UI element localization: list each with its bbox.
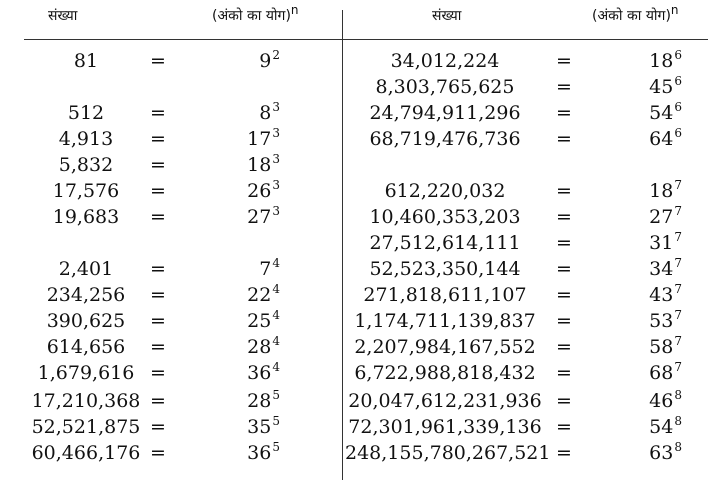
equals-sign: = xyxy=(556,258,572,280)
equals-sign: = xyxy=(150,154,166,176)
number-cell: 19,683 xyxy=(52,206,120,228)
equals-sign: = xyxy=(556,442,572,464)
equals-sign: = xyxy=(556,206,572,228)
number-cell: 234,256 xyxy=(46,284,126,306)
power-exponent: 3 xyxy=(272,100,280,114)
number-cell: 60,466,176 xyxy=(31,442,141,464)
digit-sum-base: 25 xyxy=(247,310,272,332)
digit-sum-base: 36 xyxy=(247,442,272,464)
digit-sum-base: 28 xyxy=(247,336,272,358)
equals-sign: = xyxy=(150,180,166,202)
right-sum-header: (अंको का योग)$^n$ xyxy=(592,3,679,24)
digit-sum-base: 36 xyxy=(247,362,272,384)
number-cell: 20,047,612,231,936 xyxy=(348,390,542,412)
number-cell: 10,460,353,203 xyxy=(369,206,521,228)
power-exponent: 7 xyxy=(674,308,682,322)
left-sum-header: (अंको का योग)$^n$ xyxy=(212,3,299,24)
digit-sum-power-cell xyxy=(600,388,682,416)
digit-sum-power-cell xyxy=(600,126,682,154)
power-exponent: 6 xyxy=(674,126,682,140)
digit-sum-base: 7 xyxy=(259,258,272,280)
number-cell: 614,656 xyxy=(46,336,126,358)
right-number-header: संख्या xyxy=(432,8,462,24)
digit-sum-base: 35 xyxy=(247,416,272,438)
number-cell: 52,521,875 xyxy=(31,416,141,438)
power-exponent: 7 xyxy=(674,282,682,296)
equals-sign: = xyxy=(556,232,572,254)
number-cell: 8,303,765,625 xyxy=(375,76,515,98)
number-cell: 81 xyxy=(73,50,99,72)
equals-sign: = xyxy=(150,362,166,384)
number-cell: 5,832 xyxy=(58,154,114,176)
number-cell: 24,794,911,296 xyxy=(369,102,521,124)
digit-sum-base: 26 xyxy=(247,180,272,202)
digit-sum-power-cell xyxy=(600,256,682,284)
equals-sign: = xyxy=(150,390,166,412)
table-row xyxy=(0,256,708,282)
number-cell: 34,012,224 xyxy=(390,50,500,72)
digit-sum-base: 54 xyxy=(649,416,674,438)
power-exponent: 7 xyxy=(674,360,682,374)
power-exponent: 3 xyxy=(272,204,280,218)
number-cell: 17,576 xyxy=(52,180,120,202)
number-cell: 2,401 xyxy=(58,258,114,280)
digit-sum-power-cell xyxy=(600,48,682,76)
digit-sum-base: 18 xyxy=(649,50,674,72)
equals-sign: = xyxy=(556,50,572,72)
table-row xyxy=(0,360,708,386)
table-row xyxy=(0,74,708,100)
power-exponent: 5 xyxy=(272,388,280,402)
equals-sign: = xyxy=(150,336,166,358)
power-exponent: 7 xyxy=(674,230,682,244)
table-row xyxy=(0,152,708,178)
table-row xyxy=(0,440,708,466)
power-exponent: 7 xyxy=(674,256,682,270)
digit-sum-base: 28 xyxy=(247,390,272,412)
digit-sum-base: 63 xyxy=(649,442,674,464)
equals-sign: = xyxy=(150,102,166,124)
power-exponent: 7 xyxy=(674,204,682,218)
table-row xyxy=(0,334,708,360)
power-exponent: 8 xyxy=(674,414,682,428)
equals-sign: = xyxy=(556,310,572,332)
number-cell: 390,625 xyxy=(46,310,126,332)
digit-sum-power-cell xyxy=(600,360,682,388)
equals-sign: = xyxy=(556,180,572,202)
power-exponent: 7 xyxy=(674,334,682,348)
digit-sum-power-cell xyxy=(600,204,682,232)
digit-sum-base: 46 xyxy=(649,390,674,412)
number-cell: 2,207,984,167,552 xyxy=(354,336,536,358)
equals-sign: = xyxy=(556,416,572,438)
equals-sign: = xyxy=(150,284,166,306)
digit-sum-power-cell xyxy=(600,414,682,442)
power-exponent: 4 xyxy=(272,334,280,348)
digit-sum-power-cell xyxy=(600,308,682,336)
table-row xyxy=(0,388,708,414)
power-exponent: 6 xyxy=(674,48,682,62)
digit-sum-base: 68 xyxy=(649,362,674,384)
number-cell: 52,523,350,144 xyxy=(369,258,521,280)
power-exponent: 8 xyxy=(674,440,682,454)
power-exponent: 7 xyxy=(674,178,682,192)
table-row xyxy=(0,230,708,256)
digit-sum-base: 45 xyxy=(649,76,674,98)
table-row xyxy=(0,282,708,308)
equals-sign: = xyxy=(556,76,572,98)
power-exponent: 5 xyxy=(272,440,280,454)
equals-sign: = xyxy=(556,336,572,358)
number-cell: 27,512,614,111 xyxy=(369,232,521,254)
table-row xyxy=(0,100,708,126)
digit-sum-base: 9 xyxy=(259,50,272,72)
table-row xyxy=(0,414,708,440)
equals-sign: = xyxy=(150,310,166,332)
digit-sum-power-cell xyxy=(600,230,682,258)
digit-sum-base: 64 xyxy=(649,128,674,150)
digit-sum-power-cell xyxy=(600,282,682,310)
number-cell: 68,719,476,736 xyxy=(369,128,521,150)
digit-sum-base: 18 xyxy=(649,180,674,202)
number-cell: 72,301,961,339,136 xyxy=(348,416,542,438)
equals-sign: = xyxy=(556,362,572,384)
digit-sum-base: 34 xyxy=(649,258,674,280)
power-exponent: 4 xyxy=(272,282,280,296)
equals-sign: = xyxy=(150,258,166,280)
table-row xyxy=(0,126,708,152)
digit-sum-base: 53 xyxy=(649,310,674,332)
digit-sum-base: 8 xyxy=(259,102,272,124)
equals-sign: = xyxy=(150,128,166,150)
number-cell: 248,155,780,267,521 xyxy=(345,442,551,464)
digit-sum-power-cell xyxy=(600,178,682,206)
digit-sum-power-cell xyxy=(600,334,682,362)
equals-sign: = xyxy=(150,442,166,464)
table-row xyxy=(0,48,708,74)
power-exponent: 3 xyxy=(272,152,280,166)
digit-sum-base: 27 xyxy=(247,206,272,228)
power-exponent: 4 xyxy=(272,256,280,270)
number-cell: 1,174,711,139,837 xyxy=(354,310,536,332)
equals-sign: = xyxy=(556,390,572,412)
power-exponent: 8 xyxy=(674,388,682,402)
digit-sum-power-cell xyxy=(600,440,682,468)
equals-sign: = xyxy=(556,128,572,150)
table-row xyxy=(0,204,708,230)
power-exponent: 3 xyxy=(272,178,280,192)
digit-sum-base: 54 xyxy=(649,102,674,124)
equals-sign: = xyxy=(150,50,166,72)
equals-sign: = xyxy=(150,206,166,228)
digit-sum-base: 43 xyxy=(649,284,674,306)
digit-sum-power-cell xyxy=(200,152,280,180)
power-exponent: 6 xyxy=(674,74,682,88)
power-exponent: 2 xyxy=(272,48,280,62)
digit-sum-base: 58 xyxy=(649,336,674,358)
power-exponent: 3 xyxy=(272,126,280,140)
equals-sign: = xyxy=(150,416,166,438)
digit-sum-base: 22 xyxy=(247,284,272,306)
digit-sum-power-cell xyxy=(600,100,682,128)
digit-sum-power-cell xyxy=(600,74,682,102)
number-cell: 1,679,616 xyxy=(37,362,135,384)
digit-sum-base: 27 xyxy=(649,206,674,228)
power-exponent: 6 xyxy=(674,100,682,114)
equals-sign: = xyxy=(556,102,572,124)
table-row xyxy=(0,178,708,204)
power-exponent: 4 xyxy=(272,308,280,322)
number-cell: 612,220,032 xyxy=(384,180,506,202)
power-exponent: 4 xyxy=(272,360,280,374)
number-cell: 4,913 xyxy=(58,128,114,150)
power-exponent: 5 xyxy=(272,414,280,428)
number-cell: 6,722,988,818,432 xyxy=(354,362,536,384)
left-number-header: संख्या xyxy=(48,8,78,24)
number-cell: 271,818,611,107 xyxy=(363,284,527,306)
digit-sum-base: 18 xyxy=(247,154,272,176)
digit-sum-base: 31 xyxy=(649,232,674,254)
number-cell: 17,210,368 xyxy=(31,390,141,412)
equals-sign: = xyxy=(556,284,572,306)
number-cell: 512 xyxy=(67,102,105,124)
table-row xyxy=(0,308,708,334)
header-divider xyxy=(24,39,708,40)
digit-sum-base: 17 xyxy=(247,128,272,150)
